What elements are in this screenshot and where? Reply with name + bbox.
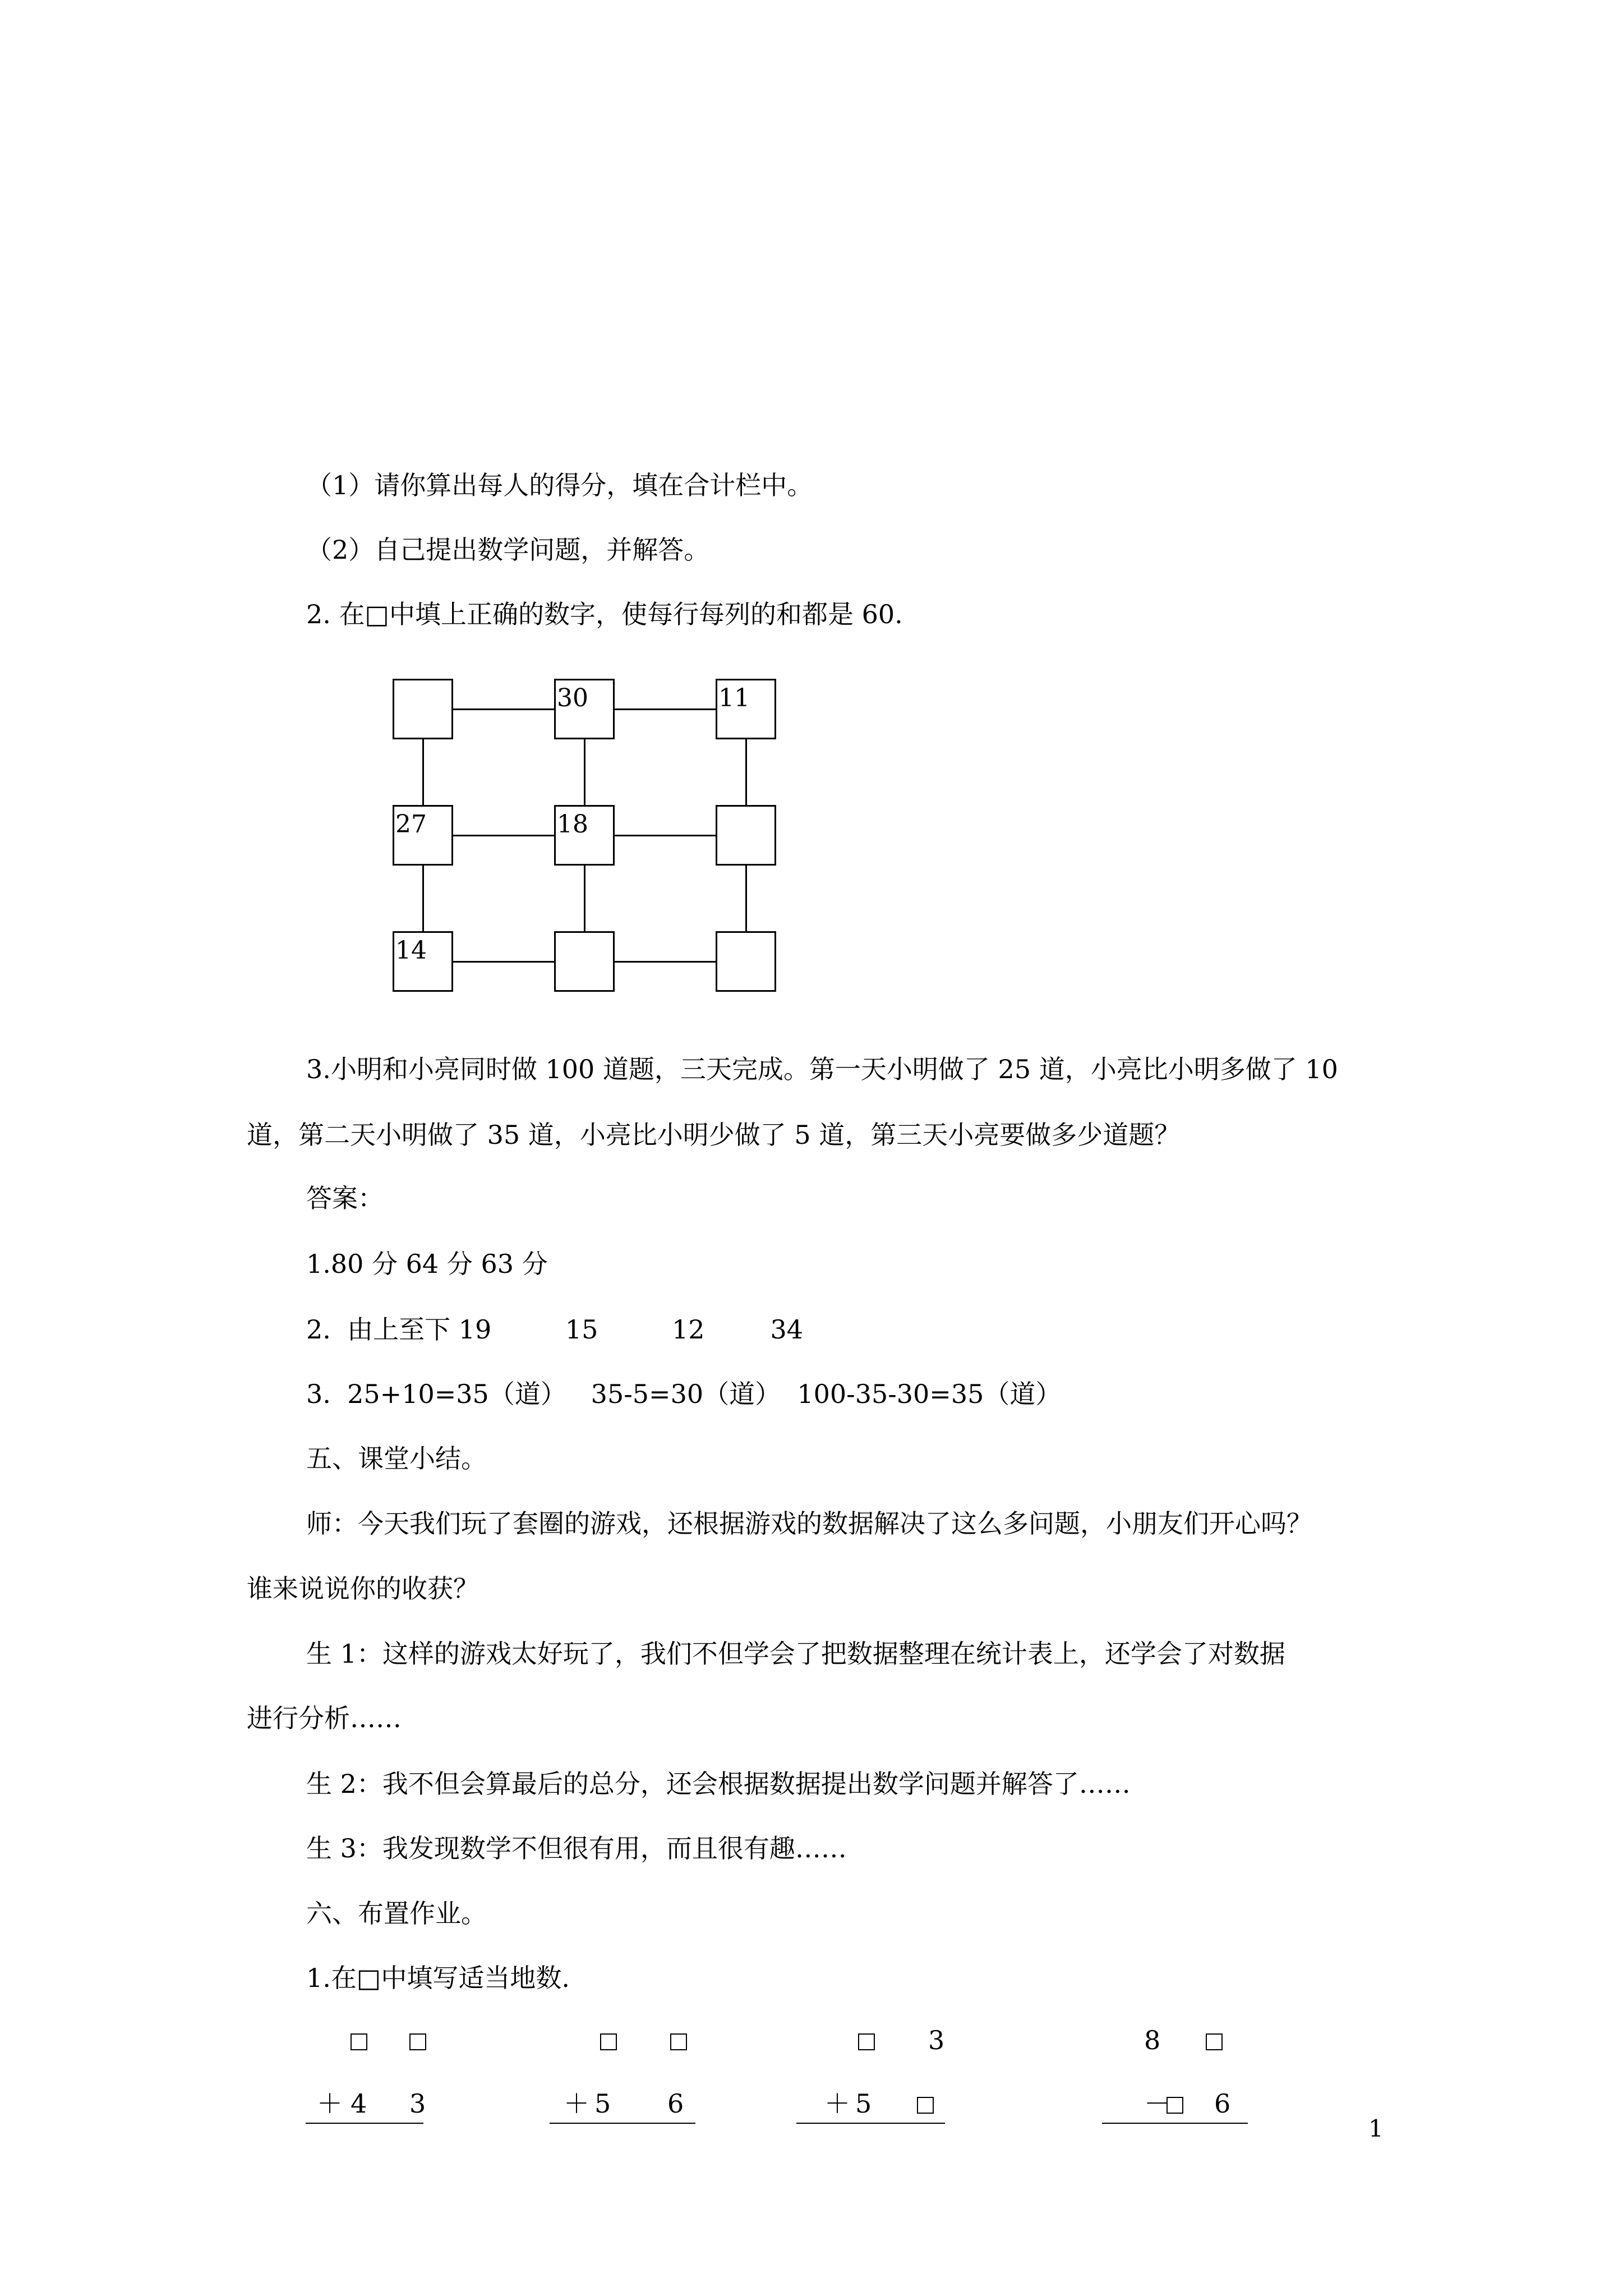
grid-cell bbox=[716, 805, 776, 866]
operator: ＋ bbox=[317, 2088, 343, 2119]
connector-line bbox=[453, 961, 554, 963]
grid-cell-value: 30 bbox=[557, 684, 588, 712]
section-6-heading: 六、布置作业。 bbox=[306, 1898, 487, 1929]
grid-cell bbox=[393, 805, 453, 866]
homework-1: 1.在□中填写适当地数. bbox=[306, 1963, 570, 1993]
grid-cell bbox=[554, 931, 615, 992]
student-2: 生 2：我不但会算最后的总分，还会根据数据提出数学问题并解答了…… bbox=[306, 1769, 1131, 1799]
connector-line bbox=[453, 835, 554, 836]
digit: 4 bbox=[351, 2088, 367, 2119]
grid-cell bbox=[554, 805, 615, 866]
digit: 3 bbox=[928, 2025, 945, 2055]
grid-cell-value: 27 bbox=[395, 810, 427, 839]
digit: 5 bbox=[855, 2088, 872, 2119]
grid-cell bbox=[716, 679, 776, 739]
page-number: 1 bbox=[1368, 2115, 1384, 2142]
blank-box[interactable] bbox=[917, 2097, 934, 2114]
difference-line bbox=[1102, 2123, 1248, 2124]
blank-box[interactable] bbox=[858, 2033, 875, 2050]
digit: 6 bbox=[667, 2088, 684, 2119]
connector-line bbox=[453, 708, 554, 710]
grid-cell bbox=[716, 931, 776, 992]
number-grid-puzzle bbox=[393, 679, 785, 1004]
student-1-line-2: 进行分析…… bbox=[247, 1703, 402, 1733]
answer-3: 3. 25+10=35（道） 35-5=30（道） 100-35-30=35（道） bbox=[306, 1379, 1062, 1409]
question-3-line-2: 道，第二天小明做了 35 道，小亮比小明少做了 5 道，第三天小亮要做多少道题？ bbox=[247, 1120, 1181, 1150]
answer-2: 2. 由上至下 19 15 12 34 bbox=[306, 1314, 804, 1345]
connector-line bbox=[422, 739, 424, 805]
blank-box[interactable] bbox=[1206, 2033, 1223, 2050]
connector-line bbox=[615, 708, 716, 710]
question-2: 2. 在□中填上正确的数字，使每行每列的和都是 60. bbox=[306, 599, 903, 629]
teacher-line-2: 谁来说说你的收获？ bbox=[247, 1573, 479, 1604]
grid-cell bbox=[554, 679, 615, 739]
grid-cell-value: 14 bbox=[395, 936, 427, 965]
operator: ＋ bbox=[564, 2088, 589, 2119]
grid-cell bbox=[393, 679, 453, 739]
blank-box[interactable] bbox=[351, 2033, 367, 2050]
digit: 3 bbox=[409, 2088, 426, 2119]
connector-line bbox=[422, 866, 424, 931]
digit: 6 bbox=[1214, 2088, 1231, 2119]
student-1-line-1: 生 1：这样的游戏太好玩了，我们不但学会了把数据整理在统计表上，还学会了对数据 bbox=[306, 1639, 1285, 1669]
blank-box[interactable] bbox=[670, 2033, 687, 2050]
connector-line bbox=[615, 835, 716, 836]
blank-box[interactable] bbox=[409, 2033, 426, 2050]
grid-cell-value: 18 bbox=[557, 810, 588, 839]
answer-heading: 答案： bbox=[306, 1183, 384, 1213]
grid-cell-value: 11 bbox=[718, 684, 750, 712]
connector-line bbox=[745, 866, 747, 931]
blank-box[interactable] bbox=[600, 2033, 617, 2050]
sum-line bbox=[550, 2123, 695, 2124]
digit: 5 bbox=[594, 2088, 611, 2119]
answer-1: 1.80 分 64 分 63 分 bbox=[306, 1249, 548, 1279]
connector-line bbox=[745, 739, 747, 805]
q1-sub-question-1: （1）请你算出每人的得分，填在合计栏中。 bbox=[306, 470, 813, 500]
teacher-line-1: 师：今天我们玩了套圈的游戏，还根据游戏的数据解决了这么多问题，小朋友们开心吗？ bbox=[306, 1508, 1312, 1539]
section-5-heading: 五、课堂小结。 bbox=[306, 1443, 487, 1474]
connector-line bbox=[615, 961, 716, 963]
connector-line bbox=[584, 739, 585, 805]
q1-sub-question-2: （2）自己提出数学问题，并解答。 bbox=[306, 535, 710, 565]
digit: 8 bbox=[1144, 2025, 1161, 2055]
connector-line bbox=[584, 866, 585, 931]
operator: － bbox=[1144, 2088, 1170, 2119]
grid-cell bbox=[393, 931, 453, 992]
blank-box[interactable] bbox=[1166, 2097, 1183, 2114]
question-3-line-1: 3.小明和小亮同时做 100 道题，三天完成。第一天小明做了 25 道，小亮比小明多做了 10 bbox=[306, 1054, 1338, 1084]
operator: ＋ bbox=[824, 2088, 850, 2119]
student-3: 生 3：我发现数学不但很有用，而且很有趣…… bbox=[306, 1833, 847, 1864]
sum-line bbox=[306, 2123, 423, 2124]
sum-line bbox=[796, 2123, 945, 2124]
